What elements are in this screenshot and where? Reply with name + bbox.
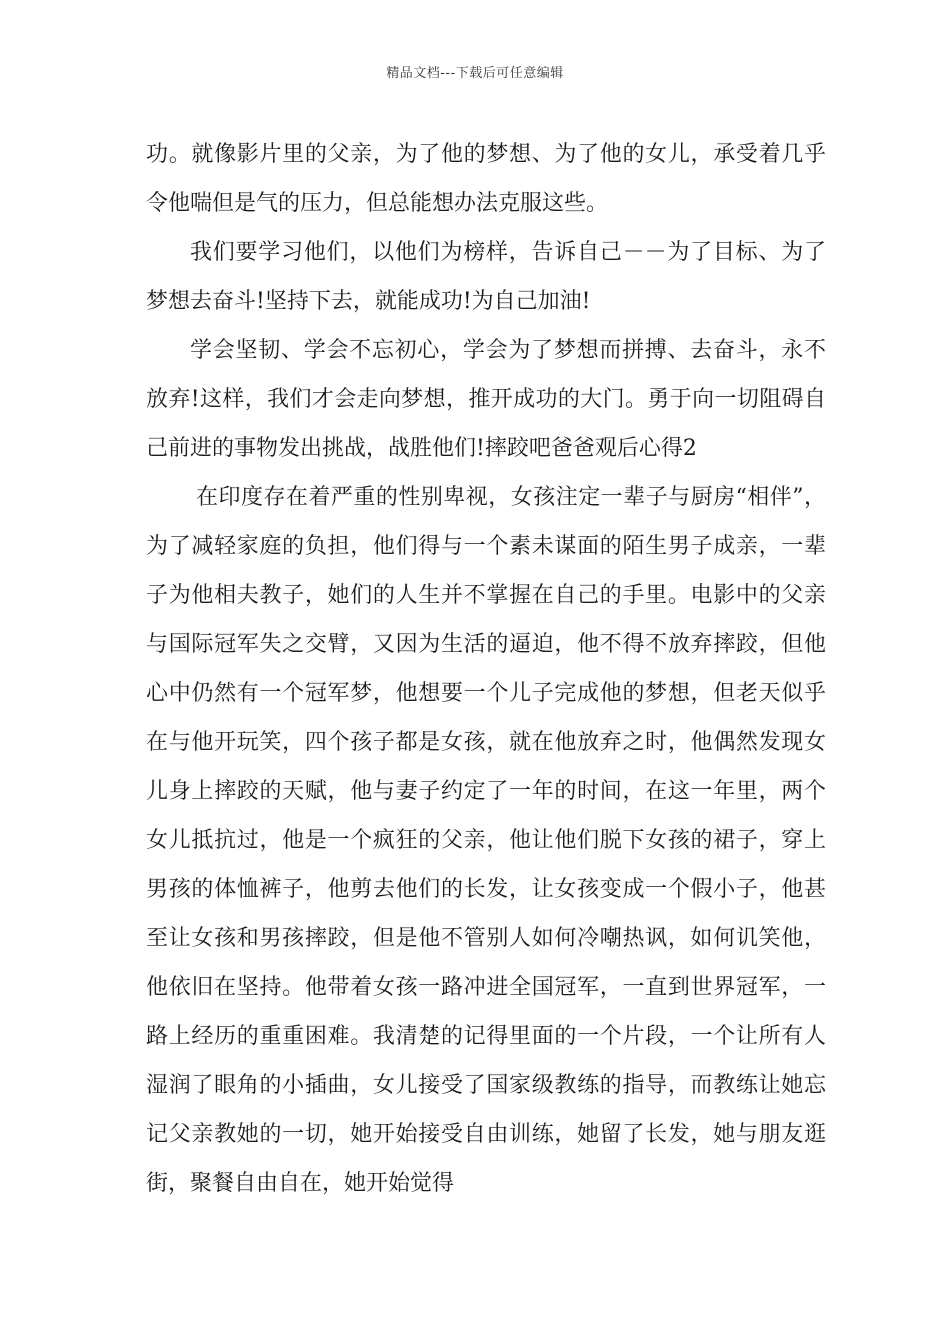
paragraph-learn-from-them: 我们要学习他们，以他们为榜样，告诉自己－－为了目标、为了梦想去奋斗!坚持下去，就能成功!为自己加油! [146,240,826,314]
page-header: 精品文档---下载后可任意编辑 [386,66,564,81]
paragraph-review-2: 在印度存在着严重的性别卑视，女孩注定一辈子与厨房“相伴”，为了减轻家庭的负担，他们得与一个素未谋面的陌生男子成亲，一辈子为他相夫教子，她们的人生并不掌握在自己的手里。电影中的父亲与国际冠军失之交臂，又因为生活的逼迫，他不得不放弃摔跤，但他心中仍然有一个冠军梦，他想要一个儿子完成他的梦想，但老天似乎在与他开玩笑，四个孩子都是女孩，就在他放弃之时，他偶然发现女儿身上摔跤的天赋，他与妻子约定了一年的时间，在这一年里，两个女儿抵抗过，他是一个疯狂的父亲，他让他们脱下女孩的裙子，穿上男孩的体恤裤子，他剪去他们的长发，让女孩变成一个假小子，他甚至让女孩和男孩摔跤，但是他不管别人如何冷嘲热讽，如何讥笑他，他依旧在坚持。他带着女孩一路冲进全国冠军，一直到世界冠军，一路上经历的重重困难。我清楚的记得里面的一个片段，一个让所有人湿润了眼角的小插曲，女儿接受了国家级教练的指导，而教练让她忘记父亲教她的一切，她开始接受自由训练，她留了长发，她与朋友逛街，聚餐自由自在，她开始觉得 [146,485,826,1196]
paragraph-continuation: 功。就像影片里的父亲，为了他的梦想、为了他的女儿，承受着几乎令他喘但是气的压力，但总能想办法克服这些。 [146,142,826,216]
document-body [146,130,826,1208]
paragraph-perseverance: 学会坚韧、学会不忘初心，学会为了梦想而拼搏、去奋斗，永不放弃!这样，我们才会走向梦想，推开成功的大门。勇于向一切阻碍自己前进的事物发出挑战，战胜他们!摔跤吧爸爸观后心得2 [146,338,826,461]
